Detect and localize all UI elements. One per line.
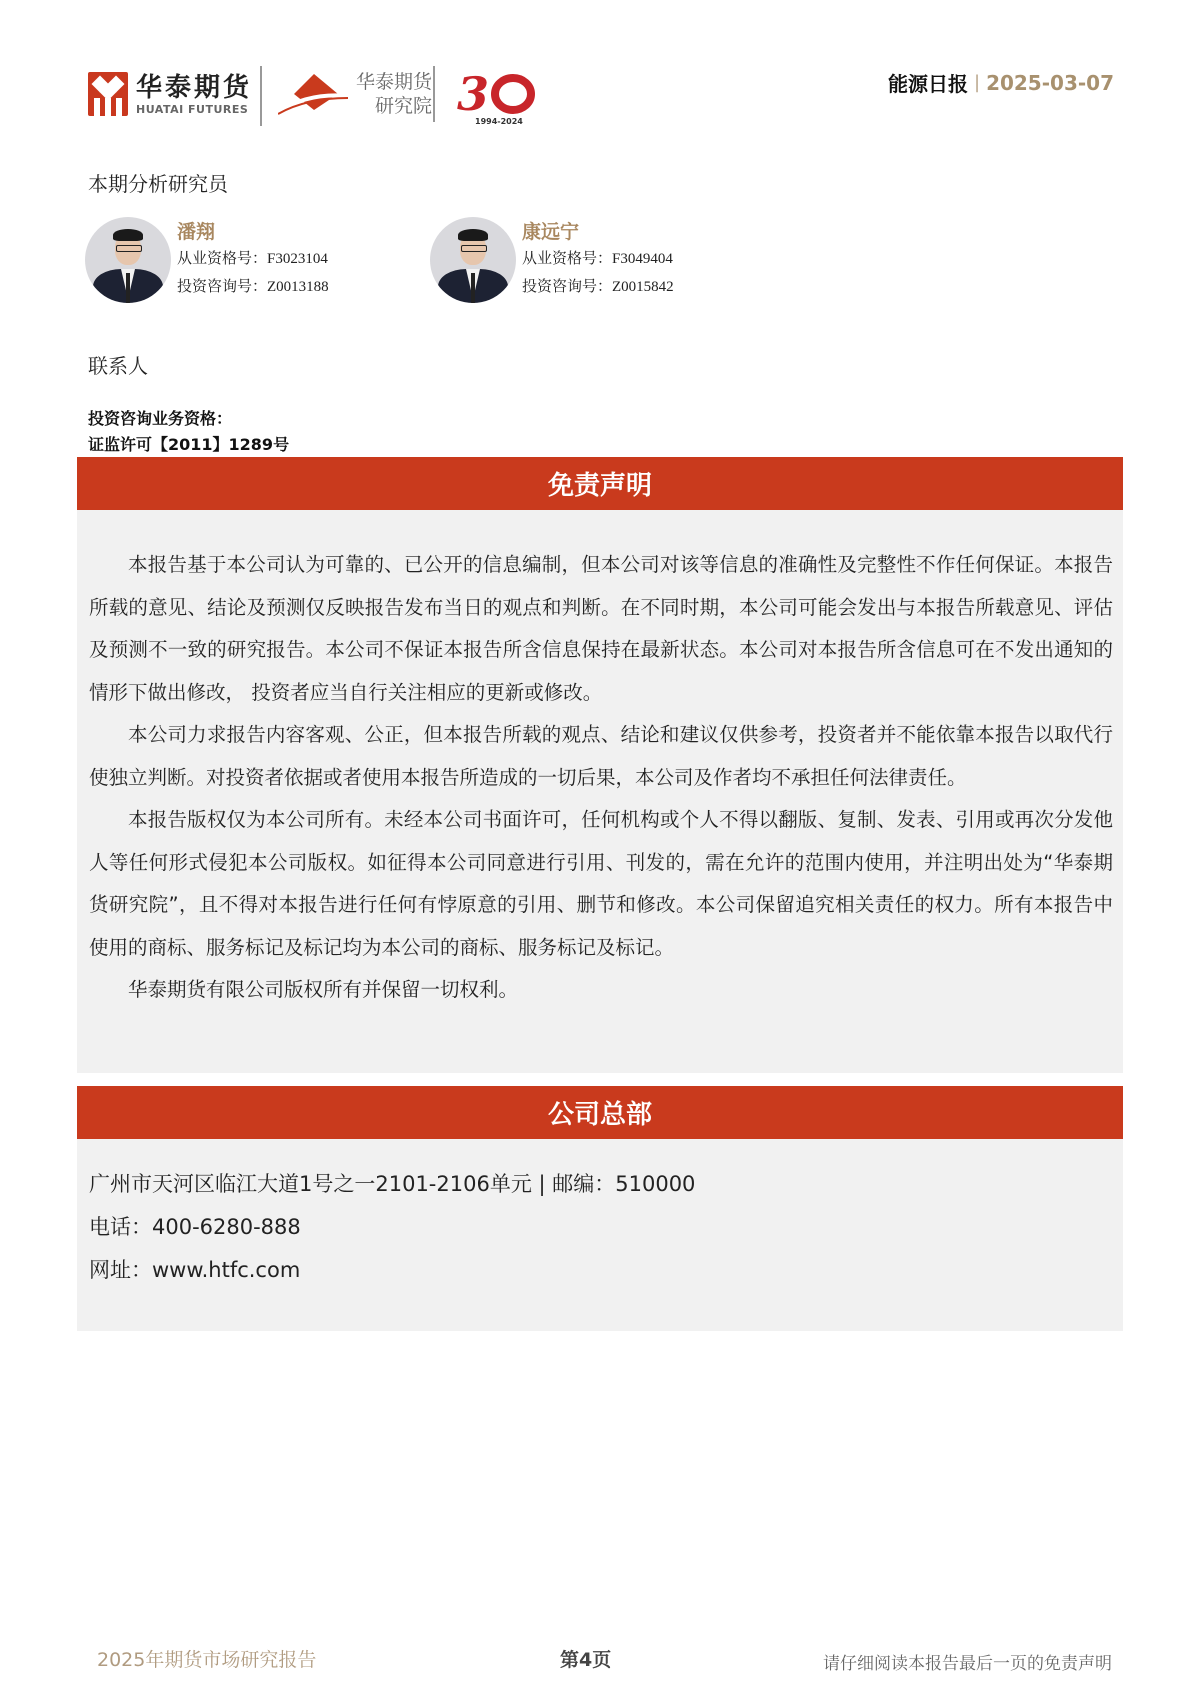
disclaimer-paragraph: 本公司力求报告内容客观、公正，但本报告所载的观点、结论和建议仅供参考，投资者并不能依靠本报告以取代行使独立判断。对投资者依据或者使用本报告所造成的一切后果，本公司及作者均不承担任何法律责任。 [89,723,1113,789]
page-number: 第4页 [560,1649,612,1671]
hq-phone: 电话：400-6280-888 [89,1215,301,1239]
report-header [888,68,1114,97]
disclaimer-paragraph: 本报告基于本公司认为可靠的、已公开的信息编制，但本公司对该等信息的准确性及完整性不作任何保证。本报告所载的意见、结论及预测仅反映报告发布当日的观点和判断。在不同时期，本公司可能会发出与本报告所载意见、评估及预测不一致的研究报告。本公司不保证本报告所含信息保持在最新状态。本公司对本报告所含信息可在不发出通知的情形下做出修改， 投资者应当自行关注相应的更新或修改。 [89,553,1113,704]
headquarters-header: 公司总部 [77,1086,1123,1139]
footer-report-name: 2025年期货市场研究报告 [97,1649,317,1671]
research-institute-logo [278,70,432,118]
license-number: 证监许可【2011】1289号 [88,435,290,454]
analyst-name: 潘翔 [177,221,216,243]
institute-line1: 华泰期货 [356,71,433,93]
consult-number: 投资咨询号：Z0013188 [177,279,329,295]
qualification-number: 从业资格号：F3023104 [177,251,328,267]
analyst-name: 康远宁 [522,221,580,243]
huatai-futures-logo [88,72,252,116]
qualification-number: 从业资格号：F3049404 [522,251,673,267]
disclaimer-paragraph: 华泰期货有限公司版权所有并保留一切权利。 [128,978,519,1001]
license-title: 投资咨询业务资格： [88,409,233,428]
headquarters-body [77,1139,1123,1331]
institute-line2: 研究院 [375,95,433,117]
analyst-card [85,217,329,303]
30th-anniversary-logo [455,66,545,128]
header-separator: | [973,72,981,93]
institute-arrow-icon [278,72,350,116]
analyst-avatar [85,217,171,303]
analysts-section-label: 本期分析研究员 [88,172,228,196]
hq-website[interactable]: 网址：www.htfc.com [89,1258,301,1282]
report-title: 能源日报 [887,72,968,96]
disclaimer-header: 免责声明 [77,457,1123,510]
logo-en-text: HUATAI FUTURES [136,102,249,116]
logo-cn-text: 华泰期货 [136,72,253,103]
footer-disclaimer-note: 请仔细阅读本报告最后一页的免责声明 [823,1654,1112,1674]
huatai-logo-icon [88,72,128,116]
analyst-avatar [430,217,516,303]
logo-divider-2 [433,66,435,122]
disclaimer-paragraph: 本报告版权仅为本公司所有。未经本公司书面许可，任何机构或个人不得以翻版、复制、发表、引用或再次分发他人等任何形式侵犯本公司版权。如征得本公司同意进行引用、刊发的，需在允许的范围内使用，并注明出处为“华泰期货研究院”，且不得对本报告进行任何有悖原意的引用、删节和修改。本公司保留追究相关责任的权力。所有本报告中使用的商标、服务标记及标记均为本公司的商标、服务标记及标记。 [89,808,1113,959]
analyst-card [430,217,674,303]
contact-label: 联系人 [88,354,148,378]
svg-text:1994-2024: 1994-2024 [475,117,523,126]
report-date: 2025-03-07 [986,70,1114,95]
disclaimer-body [77,510,1123,1073]
svg-text:3: 3 [457,67,490,121]
logo-divider [260,66,262,126]
hq-address: 广州市天河区临江大道1号之一2101-2106单元 | 邮编：510000 [89,1172,696,1196]
consult-number: 投资咨询号：Z0015842 [522,279,674,295]
